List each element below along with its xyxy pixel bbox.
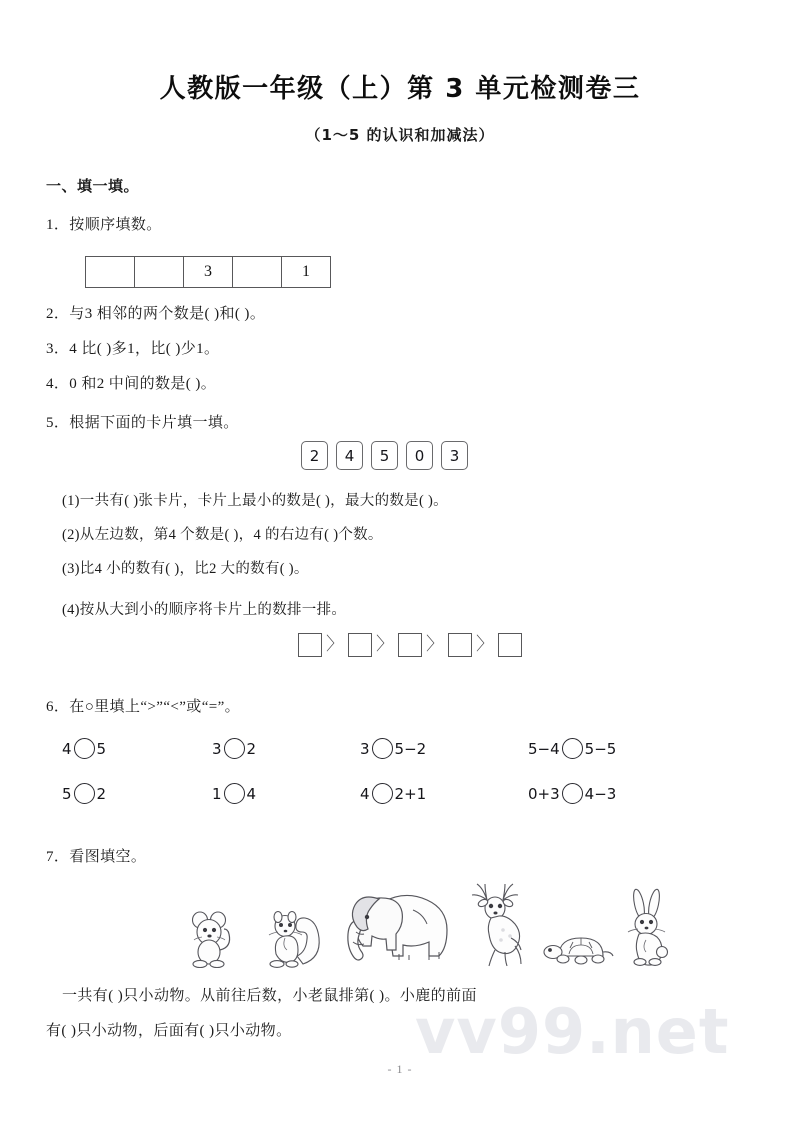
comparison-grid xyxy=(0,738,800,828)
question-3-text: 3．4 比( )多1，比( )少1。 xyxy=(46,341,220,357)
page-number: - 1 - xyxy=(387,1062,413,1076)
order-box[interactable] xyxy=(348,633,372,657)
greater-than-sign: 〉 xyxy=(426,634,444,655)
number-card: 4 xyxy=(336,441,363,470)
section-heading-fill-in: 一、填一填。 xyxy=(46,177,140,195)
comparison-left: 5 xyxy=(62,784,72,803)
question-5-sub-1: (1)一共有( )张卡片，卡片上最小的数是( )，最大的数是( )。 xyxy=(62,493,448,509)
greater-than-sign: 〉 xyxy=(476,634,494,655)
comparison-right: 4−3 xyxy=(584,784,617,803)
circle-blank-icon[interactable] xyxy=(74,783,95,804)
comparison-left: 4 xyxy=(62,739,72,758)
comparison-left: 3 xyxy=(212,739,222,758)
rabbit-icon xyxy=(621,888,675,968)
order-box[interactable] xyxy=(448,633,472,657)
comparison-right: 5−5 xyxy=(584,739,617,758)
comparison-item[interactable] xyxy=(360,783,426,804)
circle-blank-icon[interactable] xyxy=(372,783,393,804)
comparison-row-2 xyxy=(0,783,800,828)
watermark-vv99: vv99.net xyxy=(415,995,730,1068)
squirrel-icon xyxy=(263,906,325,968)
comparison-item[interactable] xyxy=(212,738,256,759)
circle-blank-icon[interactable] xyxy=(372,738,393,759)
comparison-left: 3 xyxy=(360,739,370,758)
number-card: 5 xyxy=(371,441,398,470)
order-box[interactable] xyxy=(298,633,322,657)
greater-than-sign: 〉 xyxy=(326,634,344,655)
strip-cell[interactable]: 3 xyxy=(184,257,233,287)
comparison-right: 4 xyxy=(246,784,257,803)
comparison-item[interactable] xyxy=(528,738,616,759)
elephant-icon xyxy=(343,882,451,968)
circle-blank-icon[interactable] xyxy=(74,738,95,759)
number-card: 0 xyxy=(406,441,433,470)
descending-order-row xyxy=(298,633,522,657)
strip-cell[interactable] xyxy=(135,257,184,287)
strip-cell[interactable] xyxy=(86,257,135,287)
animal-illustration-row xyxy=(175,876,635,968)
question-2-text: 2．与3 相邻的两个数是( )和( )。 xyxy=(46,306,266,322)
comparison-right: 5 xyxy=(96,739,107,758)
number-card: 2 xyxy=(301,441,328,470)
comparison-left: 1 xyxy=(212,784,222,803)
number-card-row xyxy=(301,441,468,470)
comparison-row-1 xyxy=(0,738,800,783)
page-title: 人教版一年级（上）第 3 单元检测卷三 xyxy=(159,74,641,104)
question-6-text: 6．在○里填上“>”“<”或“=”。 xyxy=(46,699,241,715)
comparison-right: 2 xyxy=(96,784,107,803)
comparison-item[interactable] xyxy=(62,738,106,759)
comparison-left: 0+3 xyxy=(528,784,560,803)
question-5-sub-3: (3)比4 小的数有( )，比2 大的数有( )。 xyxy=(62,561,309,577)
comparison-item[interactable] xyxy=(360,738,426,759)
comparison-item[interactable] xyxy=(528,783,616,804)
comparison-right: 5−2 xyxy=(394,739,427,758)
comparison-left: 5−4 xyxy=(528,739,560,758)
mouse-icon xyxy=(185,906,237,968)
comparison-right: 2+1 xyxy=(394,784,427,803)
question-5-text: 5．根据下面的卡片填一填。 xyxy=(46,415,239,431)
question-1-text: 1．按顺序填数。 xyxy=(46,217,162,233)
question-5-sub-4: (4)按从大到小的顺序将卡片上的数排一排。 xyxy=(62,602,347,618)
question-7-line-1: 一共有( )只小动物。从前往后数，小老鼠排第( )。小鹿的前面 xyxy=(62,988,477,1004)
circle-blank-icon[interactable] xyxy=(562,783,583,804)
comparison-right: 2 xyxy=(246,739,257,758)
question-4-text: 4．0 和2 中间的数是( )。 xyxy=(46,376,217,392)
circle-blank-icon[interactable] xyxy=(224,783,245,804)
comparison-item[interactable] xyxy=(62,783,106,804)
greater-than-sign: 〉 xyxy=(376,634,394,655)
number-sequence-strip xyxy=(85,256,331,288)
comparison-left: 4 xyxy=(360,784,370,803)
order-box[interactable] xyxy=(398,633,422,657)
circle-blank-icon[interactable] xyxy=(562,738,583,759)
strip-cell[interactable]: 1 xyxy=(302,263,310,280)
question-7-text: 7．看图填空。 xyxy=(46,849,147,865)
strip-cell[interactable] xyxy=(233,257,282,287)
question-7-line-2: 有( )只小动物，后面有( )只小动物。 xyxy=(46,1023,292,1039)
turtle-icon xyxy=(543,926,615,968)
question-5-sub-2: (2)从左边数，第4 个数是( )，4 的右边有( )个数。 xyxy=(62,527,383,543)
comparison-item[interactable] xyxy=(212,783,256,804)
number-card: 3 xyxy=(441,441,468,470)
page-subtitle: （1～5 的认识和加减法） xyxy=(305,126,495,144)
deer-icon xyxy=(465,880,529,968)
circle-blank-icon[interactable] xyxy=(224,738,245,759)
order-box[interactable] xyxy=(498,633,522,657)
